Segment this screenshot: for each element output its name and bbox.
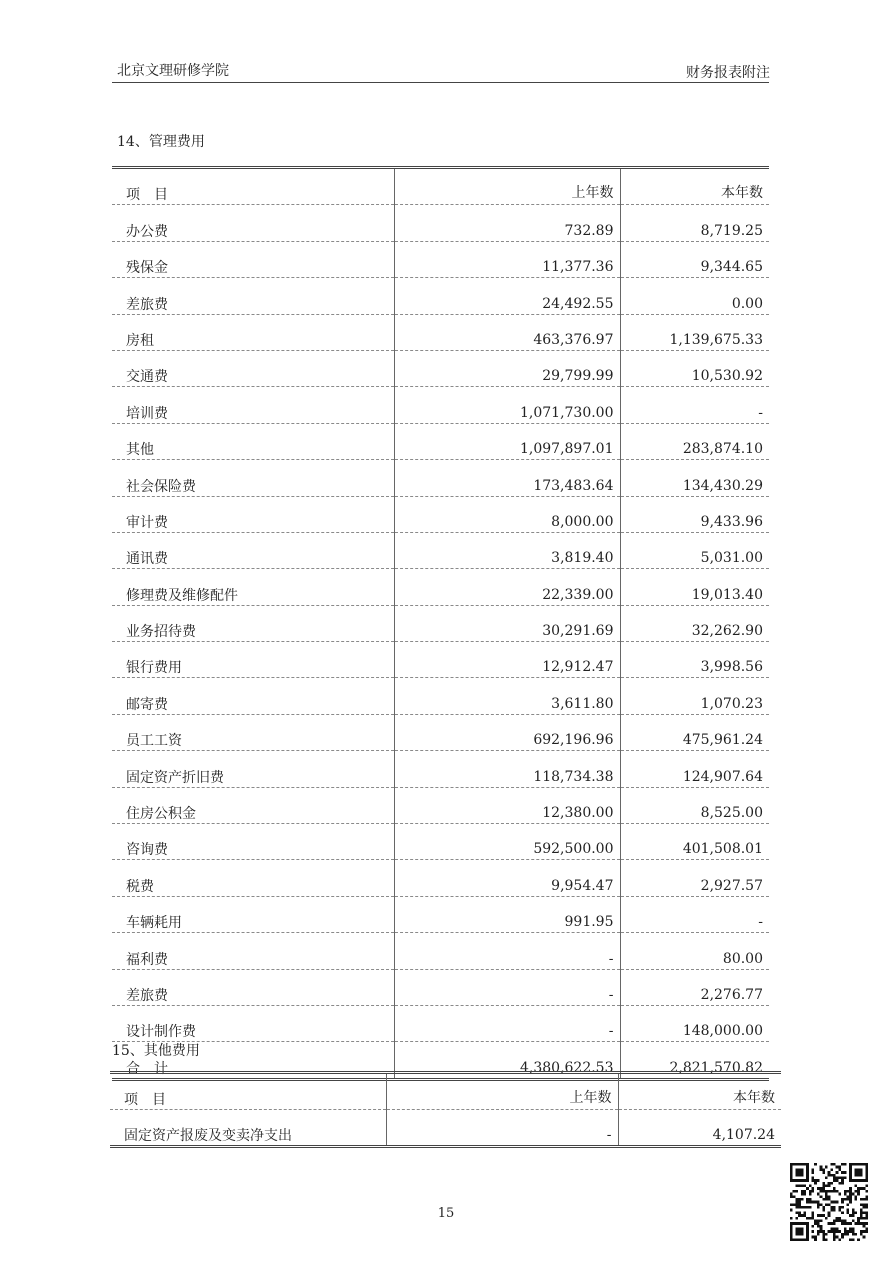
qr-code: [790, 1163, 868, 1241]
header-rule: [112, 82, 769, 83]
admin-expenses-row: [112, 423, 769, 459]
item-name-cell: 税费: [112, 860, 394, 896]
item-name-cell: 固定资产报废及变卖净支出: [110, 1110, 386, 1147]
admin-expenses-row: [112, 314, 769, 350]
other-expenses-row: [110, 1110, 781, 1147]
item-name-cell: 合 计: [112, 1042, 394, 1079]
current-year-cell: 32,262.90: [620, 605, 769, 641]
current-year-cell: 1,139,675.33: [620, 314, 769, 350]
prior-year-cell: 463,376.97: [394, 314, 620, 350]
admin-expenses-row: [112, 278, 769, 314]
prior-year-cell: 30,291.69: [394, 605, 620, 641]
current-year-cell: -: [620, 896, 769, 932]
prior-year-cell: -: [394, 969, 620, 1005]
item-name-cell: 福利费: [112, 933, 394, 969]
header-document-type: 财务报表附注: [686, 65, 770, 81]
header-organization: 北京文理研修学院: [117, 63, 229, 79]
current-year-cell: 5,031.00: [620, 532, 769, 568]
section-title-admin-expenses: 14、管理费用: [117, 134, 205, 150]
prior-year-cell: -: [394, 1005, 620, 1041]
item-name-cell: 办公费: [112, 205, 394, 241]
current-year-cell: 本年数: [618, 1073, 781, 1110]
other-expenses-table: [110, 1071, 781, 1148]
admin-expenses-row: [112, 350, 769, 386]
current-year-cell: 2,927.57: [620, 860, 769, 896]
prior-year-cell: 8,000.00: [394, 496, 620, 532]
item-name-cell: 其他: [112, 423, 394, 459]
item-name-cell: 交通费: [112, 350, 394, 386]
prior-year-cell: 上年数: [386, 1073, 618, 1110]
item-name-cell: 设计制作费: [112, 1005, 394, 1041]
admin-expenses-row: [112, 496, 769, 532]
item-name-cell: 住房公积金: [112, 787, 394, 823]
item-name-cell: 邮寄费: [112, 678, 394, 714]
admin-expenses-row: [112, 896, 769, 932]
other-expenses-header-row: [110, 1073, 781, 1110]
admin-expenses-row: [112, 860, 769, 896]
current-year-cell: 本年数: [620, 168, 769, 205]
item-name-cell: 培训费: [112, 387, 394, 423]
current-year-cell: 10,530.92: [620, 350, 769, 386]
admin-expenses-row: [112, 642, 769, 678]
current-year-cell: 134,430.29: [620, 460, 769, 496]
current-year-cell: 9,433.96: [620, 496, 769, 532]
prior-year-cell: 4,380,622.53: [394, 1042, 620, 1079]
current-year-cell: 1,070.23: [620, 678, 769, 714]
item-name-cell: 社会保险费: [112, 460, 394, 496]
current-year-cell: 8,719.25: [620, 205, 769, 241]
admin-expenses-row: [112, 532, 769, 568]
prior-year-cell: 732.89: [394, 205, 620, 241]
current-year-cell: 475,961.24: [620, 714, 769, 750]
prior-year-cell: 173,483.64: [394, 460, 620, 496]
prior-year-cell: 3,819.40: [394, 532, 620, 568]
prior-year-cell: 991.95: [394, 896, 620, 932]
current-year-cell: 4,107.24: [618, 1110, 781, 1147]
current-year-cell: -: [620, 387, 769, 423]
admin-expenses-row: [112, 969, 769, 1005]
item-name-cell: 修理费及维修配件: [112, 569, 394, 605]
prior-year-cell: 29,799.99: [394, 350, 620, 386]
prior-year-cell: 24,492.55: [394, 278, 620, 314]
item-name-cell: 员工工资: [112, 714, 394, 750]
prior-year-cell: 1,071,730.00: [394, 387, 620, 423]
admin-expenses-row: [112, 824, 769, 860]
prior-year-cell: 118,734.38: [394, 751, 620, 787]
current-year-cell: 3,998.56: [620, 642, 769, 678]
prior-year-cell: 11,377.36: [394, 241, 620, 277]
item-name-cell: 通讯费: [112, 532, 394, 568]
admin-expenses-row: [112, 205, 769, 241]
item-name-cell: 固定资产折旧费: [112, 751, 394, 787]
item-name-cell: 业务招待费: [112, 605, 394, 641]
section-title-other-expenses: 15、其他费用: [112, 1043, 200, 1059]
prior-year-cell: 12,380.00: [394, 787, 620, 823]
admin-expenses-row: [112, 241, 769, 277]
prior-year-cell: 22,339.00: [394, 569, 620, 605]
admin-expenses-header-row: [112, 168, 769, 205]
current-year-cell: 2,821,570.82: [620, 1042, 769, 1079]
current-year-cell: 148,000.00: [620, 1005, 769, 1041]
current-year-cell: 9,344.65: [620, 241, 769, 277]
prior-year-cell: 9,954.47: [394, 860, 620, 896]
prior-year-cell: 上年数: [394, 168, 620, 205]
item-name-cell: 车辆耗用: [112, 896, 394, 932]
admin-expenses-row: [112, 569, 769, 605]
current-year-cell: 8,525.00: [620, 787, 769, 823]
page-number: 15: [437, 1206, 455, 1221]
admin-expenses-row: [112, 1005, 769, 1041]
item-name-cell: 银行费用: [112, 642, 394, 678]
admin-expenses-row: [112, 605, 769, 641]
admin-expenses-row: [112, 387, 769, 423]
admin-expenses-table: [112, 166, 769, 1081]
current-year-cell: 401,508.01: [620, 824, 769, 860]
item-name-cell: 项 目: [112, 168, 394, 205]
prior-year-cell: 1,097,897.01: [394, 423, 620, 459]
current-year-cell: 283,874.10: [620, 423, 769, 459]
item-name-cell: 咨询费: [112, 824, 394, 860]
prior-year-cell: -: [386, 1110, 618, 1147]
admin-expenses-row: [112, 714, 769, 750]
item-name-cell: 房租: [112, 314, 394, 350]
item-name-cell: 残保金: [112, 241, 394, 277]
admin-expenses-row: [112, 751, 769, 787]
current-year-cell: 124,907.64: [620, 751, 769, 787]
prior-year-cell: -: [394, 933, 620, 969]
item-name-cell: 差旅费: [112, 278, 394, 314]
prior-year-cell: 12,912.47: [394, 642, 620, 678]
admin-expenses-row: [112, 933, 769, 969]
current-year-cell: 0.00: [620, 278, 769, 314]
current-year-cell: 19,013.40: [620, 569, 769, 605]
admin-expenses-row: [112, 678, 769, 714]
current-year-cell: 80.00: [620, 933, 769, 969]
current-year-cell: 2,276.77: [620, 969, 769, 1005]
prior-year-cell: 692,196.96: [394, 714, 620, 750]
prior-year-cell: 3,611.80: [394, 678, 620, 714]
item-name-cell: 项 目: [110, 1073, 386, 1110]
admin-expenses-row: [112, 787, 769, 823]
admin-expenses-row: [112, 460, 769, 496]
item-name-cell: 差旅费: [112, 969, 394, 1005]
prior-year-cell: 592,500.00: [394, 824, 620, 860]
item-name-cell: 审计费: [112, 496, 394, 532]
